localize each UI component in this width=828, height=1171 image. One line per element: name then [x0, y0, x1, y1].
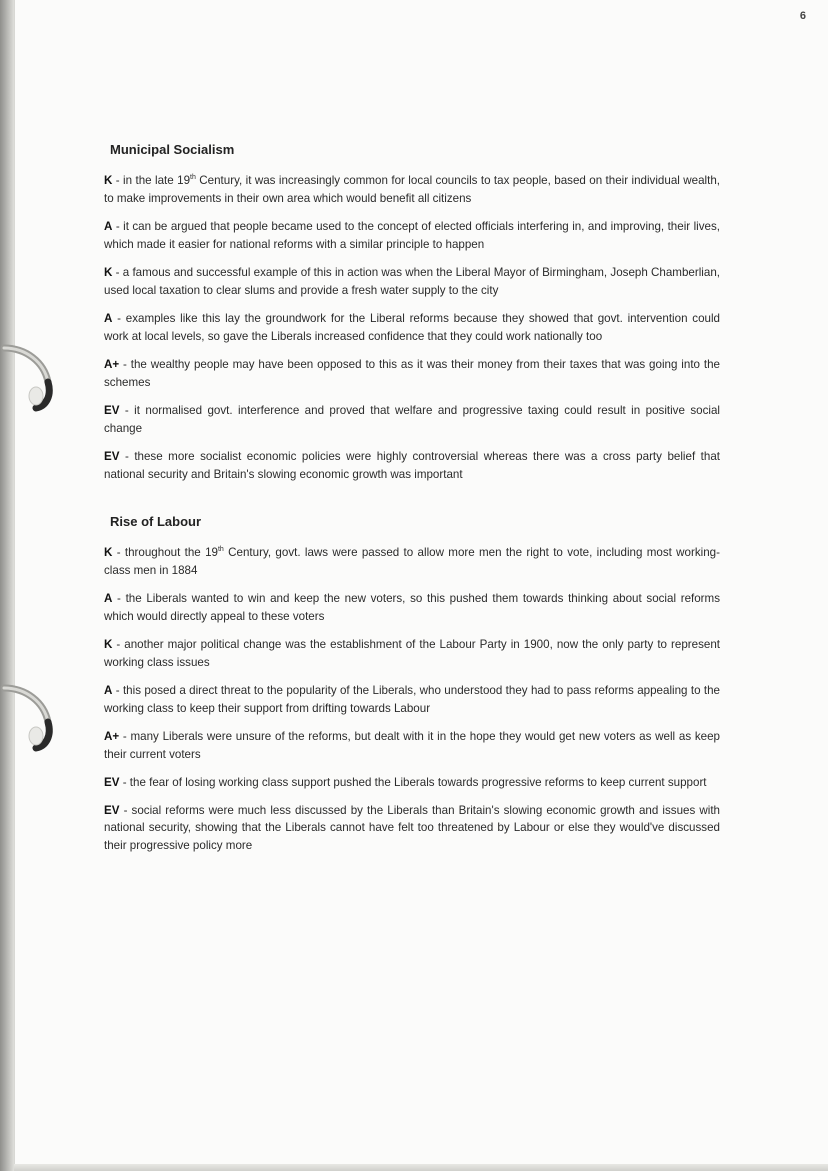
- point-tag: EV: [104, 803, 120, 817]
- paragraph-text-lead: - throughout the 19: [112, 545, 218, 559]
- page-bottom-edge: [14, 1164, 828, 1171]
- paragraph-text: Century, govt. laws were passed to allow more men the right to vote, including most working-class men in 1884: [104, 545, 720, 577]
- paragraph-text: - the fear of losing working class support pushed the Liberals towards progressive reforms to keep current support: [119, 775, 707, 789]
- point-tag: A: [104, 591, 113, 605]
- paragraph-text: - this posed a direct threat to the popularity of the Liberals, who understood they had to pass reforms appealing to the working class to keep their support from drifting towards Labour: [104, 683, 720, 715]
- note-paragraph: [104, 774, 720, 792]
- paragraph-text: - another major political change was the establishment of the Labour Party in 1900, now the only party to represent working class issues: [104, 637, 720, 669]
- point-tag: A+: [104, 357, 120, 371]
- page-number: 6: [799, 10, 806, 22]
- notes-content: [104, 140, 720, 883]
- note-paragraph: [104, 728, 720, 764]
- point-tag: A: [104, 683, 113, 697]
- binder-ring-icon: [0, 340, 62, 414]
- paragraph-text: - these more socialist economic policies were highly controversial whereas there was a cross party belief that national security and Britain's slowing economic growth was important: [104, 449, 720, 481]
- point-tag: K: [104, 637, 113, 651]
- point-tag: K: [104, 545, 113, 559]
- note-paragraph: [104, 172, 720, 208]
- point-tag: EV: [104, 403, 120, 417]
- paragraph-text: - it normalised govt. interference and proved that welfare and progressive taxing could result in positive social change: [104, 403, 720, 435]
- ordinal-suffix: th: [190, 174, 196, 182]
- paragraph-text: - examples like this lay the groundwork for the Liberal reforms because they showed that govt. intervention could work at local levels, so gave the Liberals increased confidence that they could work nationally too: [104, 311, 720, 343]
- note-paragraph: [104, 310, 720, 346]
- note-paragraph: [104, 802, 720, 856]
- section-title: Municipal Socialism: [110, 142, 235, 157]
- section-rise-of-labour: [104, 512, 720, 856]
- point-tag: EV: [104, 449, 120, 463]
- note-paragraph: [104, 264, 720, 300]
- ordinal-suffix: th: [217, 545, 224, 553]
- paragraph-text: - a famous and successful example of this in action was when the Liberal Mayor of Birmingham, Joseph Chamberlian, used local taxation to clear slums and provide a fresh water supply to the city: [104, 266, 720, 297]
- note-paragraph: [104, 448, 720, 484]
- point-tag: A: [104, 311, 113, 325]
- note-paragraph: [104, 590, 720, 626]
- section-municipal-socialism: [104, 140, 720, 484]
- paragraph-text: - it can be argued that people became used to the concept of elected officials interfering in, and improving, their lives, which made it easier for national reforms with a similar principle to happen: [104, 220, 720, 252]
- paragraph-text: Century, it was increasingly common for local councils to tax people, based on their individual wealth, to make improvements in their own area which would benefit all citizens: [104, 174, 720, 206]
- paragraph-text: - many Liberals were unsure of the reforms, but dealt with it in the hope they would get new voters as well as keep their current voters: [104, 729, 720, 761]
- section-title: Rise of Labour: [110, 513, 202, 529]
- note-paragraph: [104, 682, 720, 718]
- note-paragraph: [104, 356, 720, 392]
- point-tag: K: [104, 174, 113, 188]
- note-paragraph: [104, 402, 720, 438]
- paragraph-text: - the Liberals wanted to win and keep the new voters, so this pushed them towards thinking about social reforms which would directly appeal to these voters: [104, 591, 720, 623]
- point-tag: EV: [104, 775, 120, 789]
- note-paragraph: [104, 544, 720, 580]
- paragraph-text: - the wealthy people may have been opposed to this as it was their money from their taxes that was going into the schemes: [104, 357, 720, 389]
- note-paragraph: [104, 218, 720, 254]
- point-tag: A+: [104, 729, 120, 743]
- paragraph-text-lead: - in the late 19: [112, 174, 191, 188]
- point-tag: K: [104, 266, 113, 280]
- paragraph-text: - social reforms were much less discussed by the Liberals than Britain's slowing economic growth and issues with national security, showing that the Liberals cannot have felt too threatened by Labour or else they would've discussed their progressive policy more: [104, 803, 720, 853]
- note-paragraph: [104, 636, 720, 672]
- point-tag: A: [104, 220, 113, 234]
- binder-ring-icon: [0, 680, 62, 754]
